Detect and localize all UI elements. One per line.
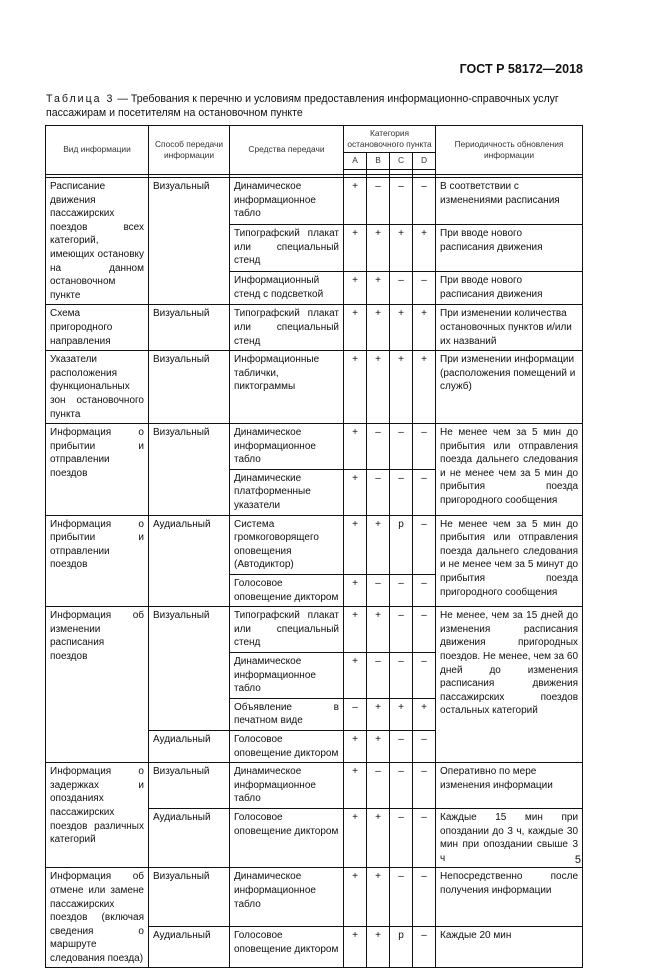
cat-b-mark: +: [367, 808, 390, 867]
cat-a-mark: +: [344, 868, 367, 927]
cat-a-mark: +: [344, 653, 367, 699]
cat-d-mark: +: [413, 351, 436, 424]
cat-c-mark: –: [390, 469, 413, 515]
cat-d-mark: –: [413, 808, 436, 867]
cat-d-mark: –: [413, 575, 436, 607]
means-cell: Динамическое информационное табло: [230, 763, 344, 809]
cat-b-mark: –: [367, 424, 390, 470]
cat-d-mark: +: [413, 698, 436, 730]
cat-d-mark: –: [413, 515, 436, 574]
cat-b-mark: –: [367, 178, 390, 225]
cat-a-mark: +: [344, 424, 367, 470]
page-number: 5: [574, 854, 581, 866]
cat-a-mark: +: [344, 575, 367, 607]
requirements-table: [45, 125, 583, 968]
cat-a-mark: +: [344, 225, 367, 272]
method-cell: Визуальный: [149, 607, 230, 731]
means-cell: Объявление в печатном виде: [230, 698, 344, 730]
means-cell: Динамическое информационное табло: [230, 868, 344, 927]
method-cell: Аудиальный: [149, 730, 230, 762]
means-cell: Система громкоговорящего оповещения (Автодиктор): [230, 515, 344, 574]
cat-a-mark: +: [344, 927, 367, 968]
cat-c-mark: –: [390, 607, 413, 653]
cat-d-mark: +: [413, 305, 436, 351]
info-type-cell: Информация об изменении расписания поездов: [46, 607, 149, 763]
cat-c-mark: –: [390, 808, 413, 867]
method-cell: Визуальный: [149, 868, 230, 927]
cat-a-mark: +: [344, 515, 367, 574]
cat-c-mark: р: [390, 927, 413, 968]
table-row: [46, 178, 583, 225]
cat-d-mark: +: [413, 225, 436, 272]
cat-b-mark: +: [367, 698, 390, 730]
cat-d-mark: –: [413, 927, 436, 968]
means-cell: Голосовое оповещение диктором: [230, 808, 344, 867]
period-cell: При изменении количества остановочных пунктов и/или их названий: [436, 305, 583, 351]
info-type-cell: Информация о задержках и опозданиях пассажирских поездов различных категорий: [46, 763, 149, 868]
means-cell: Типографский плакат или специальный стенд: [230, 225, 344, 272]
means-cell: Информационный стенд с подсветкой: [230, 272, 344, 305]
header-cat-c: С: [390, 153, 413, 170]
header-cat-d: D: [413, 153, 436, 170]
cat-a-mark: +: [344, 305, 367, 351]
header-method: Способ передачи информации: [149, 126, 230, 175]
cat-d-mark: –: [413, 868, 436, 927]
cat-b-mark: –: [367, 575, 390, 607]
cat-c-mark: +: [390, 305, 413, 351]
cat-b-mark: +: [367, 868, 390, 927]
table-row: [46, 868, 583, 927]
info-type-cell: Указатели расположения функциональных зон остановочного пункта: [46, 351, 149, 424]
cat-a-mark: +: [344, 351, 367, 424]
cat-b-mark: +: [367, 351, 390, 424]
method-cell: Визуальный: [149, 305, 230, 351]
info-type-cell: Информация об отмене или замене пассажирских поездов (включая сведения о маршруте следования поезда): [46, 868, 149, 968]
cat-c-mark: +: [390, 698, 413, 730]
means-cell: Голосовое оповещение диктором: [230, 730, 344, 762]
document-id: ГОСТ Р 58172—2018: [459, 62, 583, 76]
cat-d-mark: –: [413, 272, 436, 305]
method-cell: Аудиальный: [149, 927, 230, 968]
table-row: [46, 305, 583, 351]
cat-c-mark: –: [390, 868, 413, 927]
cat-b-mark: –: [367, 469, 390, 515]
table-row: [46, 515, 583, 574]
table-row: [46, 607, 583, 653]
cat-b-mark: +: [367, 225, 390, 272]
cat-c-mark: –: [390, 653, 413, 699]
table-caption: [46, 92, 586, 120]
cat-b-mark: +: [367, 927, 390, 968]
cat-c-mark: –: [390, 178, 413, 225]
cat-a-mark: +: [344, 808, 367, 867]
cat-c-mark: –: [390, 575, 413, 607]
method-cell: Аудиальный: [149, 808, 230, 867]
table-row: [46, 351, 583, 424]
period-cell: Не менее чем за 5 мин до прибытия или отправления поезда дальнего следования и не менее чем за 5 минут до прибытия поезда пригородного сообщения: [436, 515, 583, 607]
cat-c-mark: +: [390, 351, 413, 424]
means-cell: Динамическое информационное табло: [230, 178, 344, 225]
info-type-cell: Схема пригородного направления: [46, 305, 149, 351]
cat-c-mark: р: [390, 515, 413, 574]
method-cell: Визуальный: [149, 424, 230, 516]
cat-a-mark: +: [344, 730, 367, 762]
period-cell: Оперативно по мере изменения информации: [436, 763, 583, 809]
cat-d-mark: –: [413, 607, 436, 653]
cat-b-mark: –: [367, 653, 390, 699]
cat-d-mark: –: [413, 763, 436, 809]
means-cell: Голосовое оповещение диктором: [230, 575, 344, 607]
table-caption-text: — Требования к перечню и условиям предоставления информационно-справочных услуг пассажирам и посетителям на остановочном пункте: [46, 93, 559, 119]
period-cell: Каждые 15 мин при опоздании до 3 ч, каждые 30 мин при опоздании свыше 3 ч: [436, 808, 583, 867]
means-cell: Голосовое оповещение диктором: [230, 927, 344, 968]
info-type-cell: Информация о прибытии и отправлении поездов: [46, 515, 149, 607]
header-cat-b: В: [367, 153, 390, 170]
means-cell: Динамические платформенные указатели: [230, 469, 344, 515]
cat-c-mark: –: [390, 424, 413, 470]
cat-d-mark: –: [413, 424, 436, 470]
cat-a-mark: +: [344, 763, 367, 809]
cat-b-mark: +: [367, 305, 390, 351]
period-cell: При изменении информации (расположения помещений и служб): [436, 351, 583, 424]
cat-a-mark: +: [344, 272, 367, 305]
means-cell: Динамическое информационное табло: [230, 424, 344, 470]
cat-b-mark: +: [367, 272, 390, 305]
cat-a-mark: –: [344, 698, 367, 730]
header-period: Периодичность обновления информации: [436, 126, 583, 175]
cat-d-mark: –: [413, 178, 436, 225]
cat-d-mark: –: [413, 730, 436, 762]
method-cell: Аудиальный: [149, 515, 230, 607]
cat-b-mark: +: [367, 607, 390, 653]
header-category: Категория остановочного пункта: [344, 126, 436, 153]
period-cell: При вводе нового расписания движения: [436, 225, 583, 272]
cat-c-mark: –: [390, 730, 413, 762]
cat-d-mark: –: [413, 469, 436, 515]
period-cell: В соответствии с изменениями расписания: [436, 178, 583, 225]
period-cell: При вводе нового расписания движения: [436, 272, 583, 305]
info-type-cell: Информация о прибытии и отправлении поездов: [46, 424, 149, 516]
method-cell: Визуальный: [149, 178, 230, 305]
cat-c-mark: +: [390, 225, 413, 272]
table-row: [46, 424, 583, 470]
info-type-cell: Расписание движения пассажирских поездов всех категорий, имеющих остановку на данном остановочном пункте: [46, 178, 149, 305]
cat-c-mark: –: [390, 272, 413, 305]
cat-c-mark: –: [390, 763, 413, 809]
means-cell: Информационные таблички, пиктограммы: [230, 351, 344, 424]
means-cell: Динамическое информационное табло: [230, 653, 344, 699]
period-cell: Непосредственно после получения информации: [436, 868, 583, 927]
table-caption-label: Таблица 3: [46, 93, 115, 105]
means-cell: Типографский плакат или специальный стенд: [230, 305, 344, 351]
cat-d-mark: –: [413, 653, 436, 699]
means-cell: Типографский плакат или специальный стенд: [230, 607, 344, 653]
period-cell: Не менее, чем за 15 дней до изменения расписания движения пригородных поездов. Не менее, чем за 60 дней до изменения расписания движения пассажирских поездов остальных категорий: [436, 607, 583, 763]
header-means: Средства передачи: [230, 126, 344, 175]
period-cell: Каждые 20 мин: [436, 927, 583, 968]
header-info-type: Вид информации: [46, 126, 149, 175]
period-cell: Не менее чем за 5 мин до прибытия или отправления поезда дальнего следования и не менее чем за 5 мин до прибытия поезда пригородного сообщения: [436, 424, 583, 516]
header-cat-a: А: [344, 153, 367, 170]
method-cell: Визуальный: [149, 763, 230, 809]
cat-a-mark: +: [344, 178, 367, 225]
cat-b-mark: –: [367, 763, 390, 809]
cat-b-mark: +: [367, 730, 390, 762]
table-row: [46, 763, 583, 809]
cat-a-mark: +: [344, 469, 367, 515]
cat-b-mark: +: [367, 515, 390, 574]
cat-a-mark: +: [344, 607, 367, 653]
method-cell: Визуальный: [149, 351, 230, 424]
